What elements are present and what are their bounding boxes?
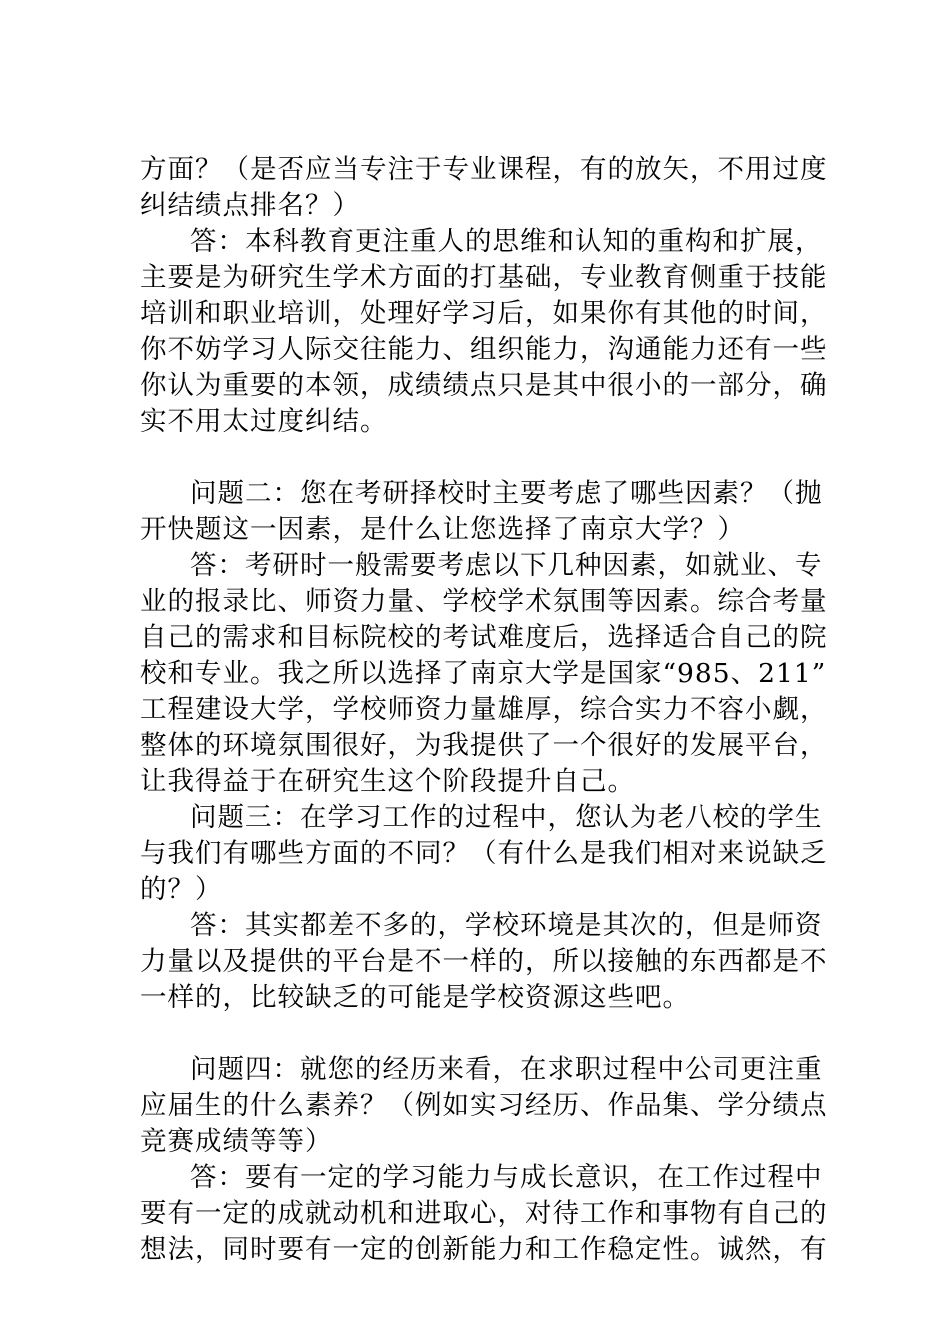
text-line: 力量以及提供的平台是不一样的，所以接触的东西都是不 [140, 946, 828, 977]
text-line: 实不用太过度纠结。 [140, 406, 388, 437]
text-line: 方面？（是否应当专注于专业课程，有的放矢，不用过度 [140, 154, 828, 185]
text-line: 想法，同时要有一定的创新能力和工作稳定性。诚然，有 [140, 1234, 828, 1265]
text-line: 业的报录比、师资力量、学校学术氛围等因素。综合考量 [140, 586, 828, 617]
text-line: 培训和职业培训，处理好学习后，如果你有其他的时间， [140, 298, 828, 329]
text-line: 工程建设大学，学校师资力量雄厚，综合实力不容小觑， [140, 694, 828, 725]
question-line: 开快题这一因素，是什么让您选择了南京大学？） [140, 514, 745, 545]
question-line: 问题三：在学习工作的过程中，您认为老八校的学生 [190, 802, 823, 833]
text-line: 校和专业。我之所以选择了南京大学是国家“985、211” [140, 658, 827, 689]
text-line: 答：其实都差不多的，学校环境是其次的，但是师资 [190, 910, 823, 941]
text-line: 主要是为研究生学术方面的打基础，专业教育侧重于技能 [140, 262, 828, 293]
text-line: 答：要有一定的学习能力与成长意识，在工作过程中 [190, 1162, 823, 1193]
question-line: 与我们有哪些方面的不同？（有什么是我们相对来说缺乏 [140, 838, 828, 869]
text-line: 一样的，比较缺乏的可能是学校资源这些吧。 [140, 982, 690, 1013]
question-line: 的？） [140, 874, 223, 905]
text-line: 你认为重要的本领，成绩绩点只是其中很小的一部分，确 [140, 370, 828, 401]
text-line: 纠结绩点排名？） [140, 190, 360, 221]
text-line: 整体的环境氛围很好，为我提供了一个很好的发展平台， [140, 730, 828, 761]
text-line: 答：考研时一般需要考虑以下几种因素，如就业、专 [190, 550, 823, 581]
question-line: 问题二：您在考研择校时主要考虑了哪些因素？（抛 [190, 478, 823, 509]
text-line: 要有一定的成就动机和进取心，对待工作和事物有自己的 [140, 1198, 828, 1229]
question-line: 问题四：就您的经历来看，在求职过程中公司更注重 [190, 1054, 823, 1085]
question-line: 应届生的什么素养？（例如实习经历、作品集、学分绩点 [140, 1090, 828, 1121]
text-line: 答：本科教育更注重人的思维和认知的重构和扩展， [190, 226, 823, 257]
text-line: 自己的需求和目标院校的考试难度后，选择适合自己的院 [140, 622, 828, 653]
question-line: 竞赛成绩等等） [140, 1126, 333, 1157]
text-line: 让我得益于在研究生这个阶段提升自己。 [140, 766, 635, 797]
text-line: 你不妨学习人际交往能力、组织能力，沟通能力还有一些 [140, 334, 828, 365]
